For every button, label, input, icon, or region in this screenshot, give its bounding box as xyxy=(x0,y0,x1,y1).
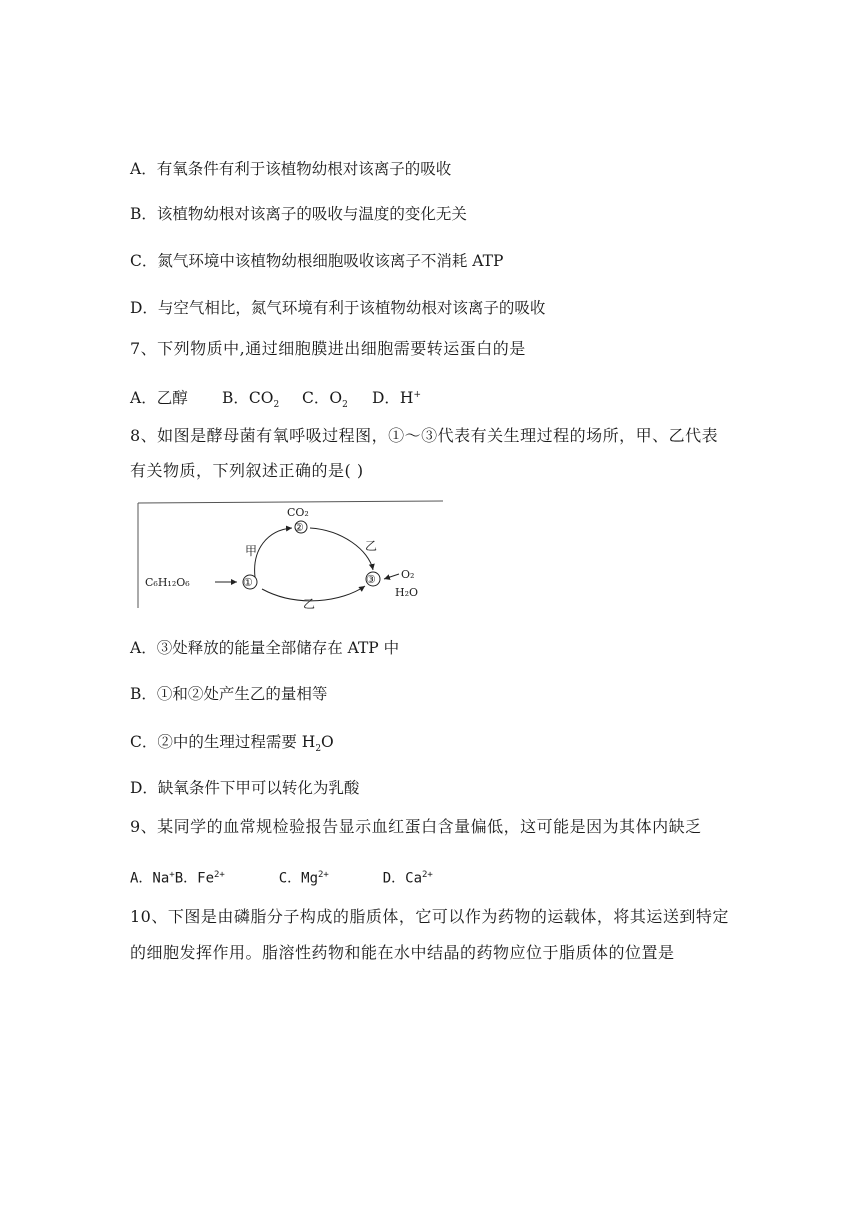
q7-stem: 7、下列物质中,通过细胞膜进出细胞需要转运蛋白的是 xyxy=(130,339,526,358)
q7-option-a: A．乙醇 xyxy=(130,389,188,408)
q6-option-b: B．该植物幼根对该离子的吸收与温度的变化无关 xyxy=(130,205,467,223)
q8-option-c: C．②中的生理过程需要 $H_2O$ xyxy=(130,733,334,755)
label-yi-right: 乙 xyxy=(365,539,378,553)
q7-options xyxy=(130,384,421,416)
q7-option-b: B．$CO_2$ xyxy=(222,389,280,411)
arrow-1-to-2 xyxy=(255,528,292,577)
q7-option-d: D．H+ xyxy=(372,389,421,408)
arrow-2-to-3 xyxy=(310,528,373,570)
q6-option-a: A．有氧条件有利于该植物幼根对该离子的吸收 xyxy=(130,160,452,178)
frame-top xyxy=(138,501,443,503)
q9-options xyxy=(130,864,433,890)
respiration-diagram xyxy=(137,500,443,612)
q8-stem-line1: 8、如图是酵母菌有氧呼吸过程图，①～③代表有关生理过程的场所，甲、乙代表 xyxy=(130,426,719,445)
label-co2: CO₂ xyxy=(287,506,309,519)
q6-option-c: C．氮气环境中该植物幼根细胞吸收该离子不消耗 ATP xyxy=(130,252,504,270)
label-glucose: C₆H₁₂O₆ xyxy=(145,576,190,589)
q9-stem: 9、某同学的血常规检验报告显示血红蛋白含量偏低，这可能是因为其体内缺乏 xyxy=(130,817,702,836)
q9-option-b: B．$Fe^{2+}$ xyxy=(174,870,225,887)
label-yi-bottom: 乙 xyxy=(303,597,316,611)
label-o2: O₂ xyxy=(401,568,415,581)
arrow-o2-in xyxy=(384,574,399,579)
q10-stem-line2: 的细胞发挥作用。脂溶性药物和能在水中结晶的药物应位于脂质体的位置是 xyxy=(130,943,675,962)
q8-stem-line2: 有关物质，下列叙述正确的是( ) xyxy=(130,461,364,480)
q9-option-a: A．Na+ xyxy=(130,870,175,887)
q9-option-c: C．$Mg^{2+}$ xyxy=(278,870,329,887)
label-h2o: H₂O xyxy=(395,586,419,599)
q10-stem-line1: 10、下图是由磷脂分子构成的脂质体，它可以作为药物的运载体，将其运送到特定 xyxy=(130,907,729,926)
q9-option-d: D．$Ca^{2+}$ xyxy=(382,870,433,887)
q8-option-b: B．①和②处产生乙的量相等 xyxy=(130,685,328,703)
label-site3: ③ xyxy=(366,573,376,586)
q6-option-d: D．与空气相比，氮气环境有利于该植物幼根对该离子的吸收 xyxy=(130,299,546,317)
label-site2: ② xyxy=(294,521,304,534)
label-site1: ① xyxy=(243,576,253,589)
label-jia: 甲 xyxy=(245,544,258,558)
q8-option-a: A．③处释放的能量全部储存在 ATP 中 xyxy=(130,639,400,657)
q7-option-c: C．$O_2$ xyxy=(302,389,348,411)
q8-option-d: D．缺氧条件下甲可以转化为乳酸 xyxy=(130,779,360,797)
